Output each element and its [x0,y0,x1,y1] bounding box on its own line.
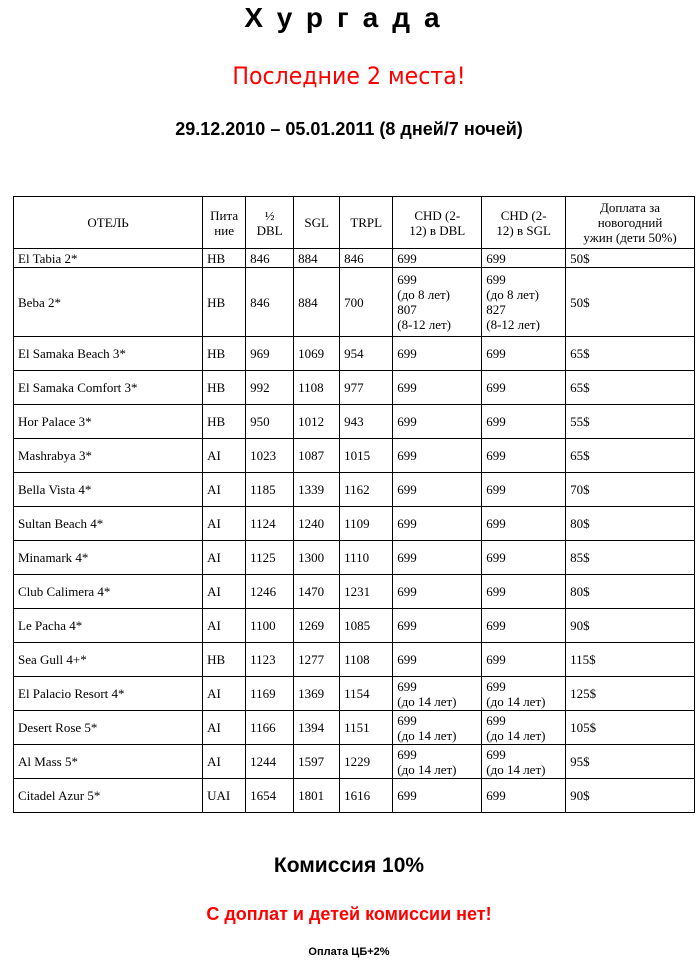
cell-sgl: 1300 [294,541,340,575]
cell-chd-dbl-line: (до 14 лет) [397,693,457,709]
cell-sgl: 1087 [294,439,340,473]
cell-trpl: 943 [340,405,393,439]
cell-fee: 65$ [566,371,695,405]
cell-chd-dbl [393,249,482,268]
cell-meal: AI [203,745,246,779]
cell-chd-sgl-line: 699 [486,346,506,361]
cell-hotel: Beba 2* [14,268,203,337]
cell-trpl: 1151 [340,711,393,745]
table-row [14,575,695,609]
cell-chd-sgl [482,643,566,677]
cell-chd-dbl-line: 699 [397,618,417,633]
cell-sgl: 1394 [294,711,340,745]
cell-chd-dbl-line: 699 [397,346,417,361]
cell-chd-sgl-line: 699 [486,380,506,395]
cell-fee: 80$ [566,507,695,541]
cell-chd-dbl-line: 699 [397,550,417,565]
cell-trpl: 1108 [340,643,393,677]
cell-fee: 70$ [566,473,695,507]
col-header-dbl-line1: ½ [264,207,275,223]
table-row [14,609,695,643]
price-table [13,196,695,813]
cell-hotel: Le Pacha 4* [14,609,203,643]
cell-chd-sgl [482,439,566,473]
cell-hotel: Mashrabya 3* [14,439,203,473]
cell-chd-dbl-line: 699 [397,272,417,287]
cell-chd-dbl [393,643,482,677]
cell-chd-sgl-line: 699 [486,712,506,728]
cell-sgl: 1012 [294,405,340,439]
cell-hotel: Hor Palace 3* [14,405,203,439]
cell-fee: 105$ [566,711,695,745]
cell-meal: AI [203,439,246,473]
cell-chd-sgl-line: 699 [486,652,506,667]
cell-meal: HB [203,337,246,371]
cell-hotel: Bella Vista 4* [14,473,203,507]
cell-fee: 65$ [566,439,695,473]
cell-hotel: El Samaka Beach 3* [14,337,203,371]
cell-chd-dbl-line: 699 [397,584,417,599]
table-row [14,249,695,268]
cell-fee: 50$ [566,249,695,268]
cell-trpl: 1162 [340,473,393,507]
cell-chd-dbl [393,541,482,575]
cell-dbl: 1023 [246,439,294,473]
col-header-chd-dbl-line2: 12) в DBL [409,222,466,238]
cell-trpl: 1015 [340,439,393,473]
cell-chd-sgl-line: 699 [486,414,506,429]
payment-terms: Оплата ЦБ+2% [308,946,390,958]
cell-chd-dbl-line: 807 [397,302,417,317]
table-row [14,371,695,405]
cell-chd-dbl-line: 699 [397,678,417,694]
cell-chd-dbl [393,677,482,711]
cell-fee: 90$ [566,609,695,643]
cell-chd-sgl-line: 699 [486,618,506,633]
cell-trpl: 1085 [340,609,393,643]
cell-chd-dbl-line: (до 14 лет) [397,727,457,743]
cell-chd-dbl [393,473,482,507]
cell-chd-sgl [482,473,566,507]
cell-chd-dbl [393,337,482,371]
cell-dbl: 992 [246,371,294,405]
cell-chd-dbl [393,745,482,779]
cell-fee: 90$ [566,779,695,813]
cell-trpl: 1229 [340,745,393,779]
cell-chd-sgl [482,405,566,439]
table-row [14,268,695,337]
cell-chd-dbl-line: 699 [397,652,417,667]
cell-sgl: 1240 [294,507,340,541]
cell-chd-sgl-line: 699 [486,448,506,463]
table-row [14,745,695,779]
cell-dbl: 1100 [246,609,294,643]
cell-dbl: 1654 [246,779,294,813]
col-header-meal-line2: ние [214,222,234,238]
cell-dbl: 846 [246,249,294,268]
cell-chd-dbl [393,711,482,745]
page-title: Хургада [244,2,454,33]
cell-chd-sgl-line: 699 [486,272,506,287]
cell-chd-sgl-line: 699 [486,482,506,497]
col-header-chd-sgl-line1: CHD (2- [500,207,547,223]
cell-fee: 85$ [566,541,695,575]
cell-dbl: 1124 [246,507,294,541]
col-header-meal [203,197,246,249]
cell-chd-dbl-line: 699 [397,482,417,497]
cell-trpl: 846 [340,249,393,268]
cell-chd-dbl-line: 699 [397,788,417,803]
table-header-row [14,197,695,249]
cell-meal: AI [203,609,246,643]
no-commission-notice: С доплат и детей комиссии нет! [206,904,492,924]
cell-meal: HB [203,249,246,268]
table-row [14,439,695,473]
cell-dbl: 1185 [246,473,294,507]
table-row [14,711,695,745]
cell-meal: HB [203,268,246,337]
cell-sgl: 1108 [294,371,340,405]
cell-fee: 125$ [566,677,695,711]
cell-chd-sgl-line: 699 [486,678,506,694]
cell-chd-dbl-line: 699 [397,448,417,463]
cell-chd-sgl-line: 699 [486,516,506,531]
cell-chd-sgl [482,337,566,371]
cell-chd-dbl-line: 699 [397,380,417,395]
cell-hotel: El Palacio Resort 4* [14,677,203,711]
cell-chd-dbl [393,405,482,439]
cell-chd-sgl [482,711,566,745]
cell-chd-sgl-line: (до 14 лет) [486,761,546,777]
cell-fee: 55$ [566,405,695,439]
cell-chd-sgl-line: (8-12 лет) [486,317,540,332]
col-header-dbl-line2: DBL [256,222,283,238]
cell-chd-dbl-line: (до 8 лет) [397,287,451,302]
cell-meal: AI [203,473,246,507]
cell-chd-sgl-line: 699 [486,788,506,803]
cell-chd-dbl-line: 699 [397,746,417,762]
cell-meal: UAI [203,779,246,813]
cell-chd-sgl-line: (до 8 лет) [486,287,539,302]
cell-sgl: 884 [294,268,340,337]
cell-chd-sgl [482,677,566,711]
cell-chd-sgl-line: 827 [486,302,506,317]
cell-chd-sgl-line: 699 [486,584,506,599]
cell-sgl: 1470 [294,575,340,609]
cell-dbl: 1166 [246,711,294,745]
col-header-chd-dbl-line1: CHD (2- [414,207,461,223]
price-table-body [14,249,695,813]
cell-fee: 65$ [566,337,695,371]
cell-trpl: 700 [340,268,393,337]
cell-chd-sgl [482,779,566,813]
cell-trpl: 1110 [340,541,393,575]
cell-meal: HB [203,405,246,439]
col-header-trpl: TRPL [340,197,393,249]
cell-chd-dbl-line: (до 14 лет) [397,761,457,777]
col-header-meal-line1: Пита [210,207,239,223]
table-row [14,677,695,711]
cell-chd-sgl-line: (до 14 лет) [486,693,546,709]
cell-fee: 115$ [566,643,695,677]
cell-hotel: El Tabia 2* [14,249,203,268]
cell-dbl: 1125 [246,541,294,575]
cell-sgl: 1269 [294,609,340,643]
cell-dbl: 846 [246,268,294,337]
col-header-fee-line1: Доплата за [600,200,661,215]
cell-trpl: 1154 [340,677,393,711]
cell-dbl: 1246 [246,575,294,609]
cell-fee: 80$ [566,575,695,609]
cell-dbl: 950 [246,405,294,439]
cell-chd-dbl-line: 699 [397,250,417,266]
cell-chd-dbl [393,371,482,405]
table-row [14,337,695,371]
cell-trpl: 1231 [340,575,393,609]
cell-dbl: 1169 [246,677,294,711]
col-header-chd-sgl [482,197,566,249]
cell-hotel: Citadel Azur 5* [14,779,203,813]
cell-trpl: 977 [340,371,393,405]
col-header-chd-sgl-line2: 12) в SGL [496,222,551,238]
cell-sgl: 1069 [294,337,340,371]
cell-fee: 50$ [566,268,695,337]
cell-chd-sgl [482,745,566,779]
col-header-fee-line2: новогодний [597,215,663,230]
cell-chd-dbl [393,609,482,643]
cell-chd-sgl-line: 699 [486,746,506,762]
cell-sgl: 884 [294,249,340,268]
cell-chd-sgl-line: (до 14 лет) [486,727,546,743]
cell-trpl: 954 [340,337,393,371]
cell-meal: AI [203,677,246,711]
cell-chd-sgl [482,507,566,541]
table-row [14,507,695,541]
cell-meal: HB [203,643,246,677]
cell-meal: AI [203,541,246,575]
table-row [14,405,695,439]
col-header-fee [566,197,695,249]
cell-hotel: Minamark 4* [14,541,203,575]
cell-trpl: 1616 [340,779,393,813]
cell-chd-dbl [393,575,482,609]
cell-sgl: 1369 [294,677,340,711]
cell-hotel: Sultan Beach 4* [14,507,203,541]
col-header-fee-line3: ужин (дети 50%) [583,230,677,245]
cell-chd-sgl [482,609,566,643]
cell-meal: AI [203,507,246,541]
cell-chd-dbl [393,439,482,473]
cell-hotel: Sea Gull 4+* [14,643,203,677]
cell-hotel: Desert Rose 5* [14,711,203,745]
table-row [14,643,695,677]
cell-chd-sgl-line: 699 [486,250,506,266]
cell-chd-dbl-line: 699 [397,516,417,531]
cell-chd-sgl [482,249,566,268]
col-header-dbl [246,197,294,249]
cell-dbl: 1244 [246,745,294,779]
cell-sgl: 1277 [294,643,340,677]
cell-chd-sgl-line: 699 [486,550,506,565]
cell-chd-dbl [393,507,482,541]
cell-chd-dbl [393,268,482,337]
cell-sgl: 1339 [294,473,340,507]
cell-chd-sgl [482,541,566,575]
cell-hotel: Club Calimera 4* [14,575,203,609]
table-row [14,779,695,813]
cell-chd-dbl-line: 699 [397,712,417,728]
cell-sgl: 1597 [294,745,340,779]
col-header-hotel: ОТЕЛЬ [14,197,203,249]
cell-meal: AI [203,711,246,745]
cell-chd-sgl [482,575,566,609]
cell-sgl: 1801 [294,779,340,813]
cell-chd-sgl [482,268,566,337]
cell-trpl: 1109 [340,507,393,541]
cell-chd-sgl [482,371,566,405]
cell-chd-dbl [393,779,482,813]
last-places-notice: Последние 2 места! [232,62,466,90]
table-row [14,541,695,575]
cell-chd-dbl-line: (8-12 лет) [397,317,451,332]
cell-chd-dbl-line: 699 [397,414,417,429]
col-header-sgl: SGL [294,197,340,249]
cell-dbl: 969 [246,337,294,371]
commission-text: Комиссия 10% [273,854,425,877]
cell-dbl: 1123 [246,643,294,677]
cell-hotel: El Samaka Comfort 3* [14,371,203,405]
cell-fee: 95$ [566,745,695,779]
cell-meal: HB [203,371,246,405]
tour-dates: 29.12.2010 – 05.01.2011 (8 дней/7 ночей) [175,119,523,139]
col-header-chd-dbl [393,197,482,249]
cell-hotel: Al Mass 5* [14,745,203,779]
cell-meal: AI [203,575,246,609]
table-row [14,473,695,507]
